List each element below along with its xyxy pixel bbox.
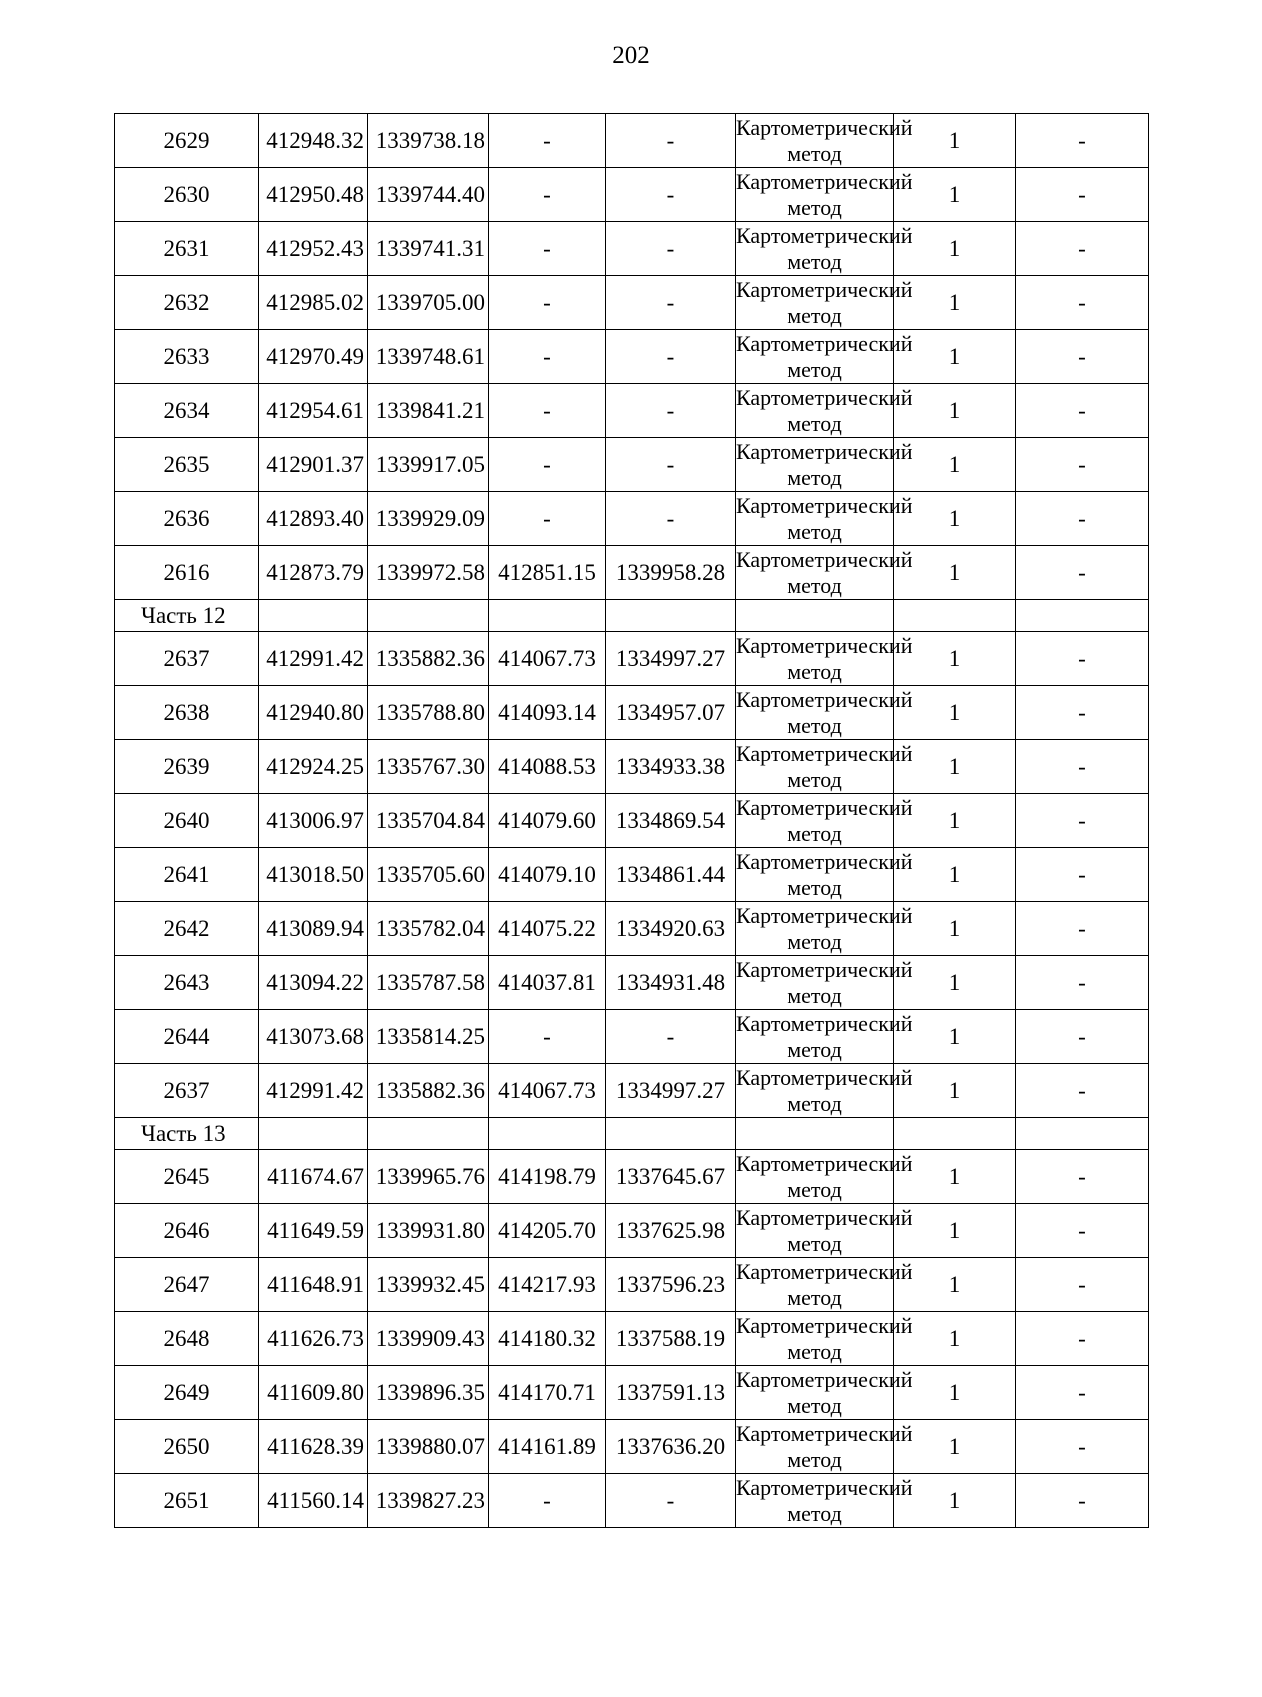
point-number-cell: 2629: [115, 114, 259, 168]
accuracy-cell: 1: [894, 1064, 1016, 1118]
y2-cell: 1339958.28: [606, 546, 736, 600]
page-number: 202: [612, 42, 650, 69]
accuracy-cell: 1: [894, 438, 1016, 492]
table-row: [115, 794, 1149, 848]
y2-cell: 1334933.38: [606, 740, 736, 794]
empty-cell: [894, 600, 1016, 632]
point-number-cell: 2651: [115, 1474, 259, 1528]
x2-cell: 414198.79: [489, 1150, 606, 1204]
part-label: Часть 13: [115, 1118, 259, 1150]
y-cell: 1339880.07: [368, 1420, 489, 1474]
x-cell: 412901.37: [259, 438, 368, 492]
x-cell: 411674.67: [259, 1150, 368, 1204]
accuracy-cell: 1: [894, 1312, 1016, 1366]
accuracy-cell: 1: [894, 740, 1016, 794]
empty-cell: [259, 600, 368, 632]
y-cell: 1339748.61: [368, 330, 489, 384]
method-cell: Картометрический метод: [736, 1204, 913, 1256]
x-cell: 411609.80: [259, 1366, 368, 1420]
method-cell: Картометрический метод: [736, 848, 913, 900]
y2-cell: 1337596.23: [606, 1258, 736, 1312]
point-number-cell: 2635: [115, 438, 259, 492]
x2-cell: 414079.60: [489, 794, 606, 848]
y2-cell: 1337645.67: [606, 1150, 736, 1204]
note-cell: -: [1016, 168, 1149, 222]
y-cell: 1335882.36: [368, 1064, 489, 1118]
x-cell: 413073.68: [259, 1010, 368, 1064]
table-row: [115, 1204, 1149, 1258]
y-cell: 1335705.60: [368, 848, 489, 902]
empty-cell: [489, 600, 606, 632]
note-cell: -: [1016, 222, 1149, 276]
y2-cell: -: [606, 330, 736, 384]
method-cell: Картометрический метод: [736, 438, 913, 490]
empty-cell: [259, 1118, 368, 1150]
table-body: [115, 114, 1149, 1528]
method-cell: Картометрический метод: [736, 114, 913, 166]
accuracy-cell: 1: [894, 1010, 1016, 1064]
note-cell: -: [1016, 848, 1149, 902]
note-cell: -: [1016, 1010, 1149, 1064]
method-cell: Картометрический метод: [736, 1474, 913, 1526]
x-cell: 411626.73: [259, 1312, 368, 1366]
point-number-cell: 2632: [115, 276, 259, 330]
y2-cell: -: [606, 276, 736, 330]
x2-cell: 414075.22: [489, 902, 606, 956]
accuracy-cell: 1: [894, 848, 1016, 902]
accuracy-cell: 1: [894, 168, 1016, 222]
note-cell: -: [1016, 1064, 1149, 1118]
y2-cell: 1334997.27: [606, 632, 736, 686]
y-cell: 1339744.40: [368, 168, 489, 222]
table-row: [115, 384, 1149, 438]
x-cell: 412952.43: [259, 222, 368, 276]
x-cell: 412954.61: [259, 384, 368, 438]
x2-cell: -: [489, 1010, 606, 1064]
point-number-cell: 2616: [115, 546, 259, 600]
point-number-cell: 2637: [115, 632, 259, 686]
y-cell: 1335814.25: [368, 1010, 489, 1064]
y-cell: 1335767.30: [368, 740, 489, 794]
x-cell: 412991.42: [259, 1064, 368, 1118]
note-cell: -: [1016, 956, 1149, 1010]
y-cell: 1335882.36: [368, 632, 489, 686]
method-cell: Картометрический метод: [736, 794, 913, 846]
empty-cell: [489, 1118, 606, 1150]
y-cell: 1339972.58: [368, 546, 489, 600]
method-cell: Картометрический метод: [736, 1064, 913, 1116]
accuracy-cell: 1: [894, 1150, 1016, 1204]
x-cell: 412970.49: [259, 330, 368, 384]
note-cell: -: [1016, 1258, 1149, 1312]
method-cell: Картометрический метод: [736, 384, 913, 436]
table-row: [115, 1312, 1149, 1366]
empty-cell: [736, 600, 894, 632]
point-number-cell: 2636: [115, 492, 259, 546]
note-cell: -: [1016, 546, 1149, 600]
y-cell: 1335704.84: [368, 794, 489, 848]
x2-cell: 414093.14: [489, 686, 606, 740]
y2-cell: 1337591.13: [606, 1366, 736, 1420]
accuracy-cell: 1: [894, 1204, 1016, 1258]
method-cell: Картометрический метод: [736, 1258, 913, 1310]
coordinates-table: [114, 113, 1149, 1528]
y-cell: 1339741.31: [368, 222, 489, 276]
x2-cell: 414180.32: [489, 1312, 606, 1366]
y2-cell: 1334931.48: [606, 956, 736, 1010]
table-row: [115, 1366, 1149, 1420]
table-row: [115, 222, 1149, 276]
x-cell: 411649.59: [259, 1204, 368, 1258]
table-row: [115, 1064, 1149, 1118]
x2-cell: 414088.53: [489, 740, 606, 794]
accuracy-cell: 1: [894, 1258, 1016, 1312]
empty-cell: [606, 1118, 736, 1150]
x-cell: 412948.32: [259, 114, 368, 168]
point-number-cell: 2634: [115, 384, 259, 438]
x2-cell: 414037.81: [489, 956, 606, 1010]
x2-cell: -: [489, 222, 606, 276]
y2-cell: -: [606, 492, 736, 546]
y2-cell: 1337636.20: [606, 1420, 736, 1474]
table-row: [115, 1420, 1149, 1474]
method-cell: Картометрический метод: [736, 546, 913, 598]
y2-cell: -: [606, 114, 736, 168]
y2-cell: 1337588.19: [606, 1312, 736, 1366]
y-cell: 1335788.80: [368, 686, 489, 740]
y-cell: 1339931.80: [368, 1204, 489, 1258]
method-cell: Картометрический метод: [736, 330, 913, 382]
y2-cell: -: [606, 384, 736, 438]
x-cell: 412873.79: [259, 546, 368, 600]
point-number-cell: 2640: [115, 794, 259, 848]
table-row: [115, 1150, 1149, 1204]
x2-cell: 414067.73: [489, 632, 606, 686]
x-cell: 413018.50: [259, 848, 368, 902]
table-row: [115, 330, 1149, 384]
note-cell: -: [1016, 740, 1149, 794]
table-row: [115, 438, 1149, 492]
method-cell: Картометрический метод: [736, 492, 913, 544]
y2-cell: 1334957.07: [606, 686, 736, 740]
method-cell: Картометрический метод: [736, 168, 913, 220]
point-number-cell: 2648: [115, 1312, 259, 1366]
note-cell: -: [1016, 330, 1149, 384]
y2-cell: 1337625.98: [606, 1204, 736, 1258]
empty-cell: [1016, 600, 1149, 632]
accuracy-cell: 1: [894, 546, 1016, 600]
x-cell: 412985.02: [259, 276, 368, 330]
point-number-cell: 2631: [115, 222, 259, 276]
x2-cell: -: [489, 492, 606, 546]
table-row: [115, 492, 1149, 546]
table-row: [115, 740, 1149, 794]
table-row: [115, 902, 1149, 956]
method-cell: Картометрический метод: [736, 1312, 913, 1364]
y-cell: 1339705.00: [368, 276, 489, 330]
x2-cell: -: [489, 276, 606, 330]
point-number-cell: 2650: [115, 1420, 259, 1474]
y-cell: 1339909.43: [368, 1312, 489, 1366]
y-cell: 1339932.45: [368, 1258, 489, 1312]
note-cell: -: [1016, 1420, 1149, 1474]
x-cell: 412940.80: [259, 686, 368, 740]
table-row: [115, 276, 1149, 330]
point-number-cell: 2638: [115, 686, 259, 740]
y-cell: 1339929.09: [368, 492, 489, 546]
x2-cell: -: [489, 384, 606, 438]
method-cell: Картометрический метод: [736, 276, 913, 328]
y2-cell: -: [606, 1010, 736, 1064]
note-cell: -: [1016, 384, 1149, 438]
note-cell: -: [1016, 1366, 1149, 1420]
accuracy-cell: 1: [894, 794, 1016, 848]
point-number-cell: 2647: [115, 1258, 259, 1312]
method-cell: Картометрический метод: [736, 1010, 913, 1062]
x2-cell: 412851.15: [489, 546, 606, 600]
y-cell: 1335782.04: [368, 902, 489, 956]
x-cell: 412924.25: [259, 740, 368, 794]
empty-cell: [736, 1118, 894, 1150]
x-cell: 413006.97: [259, 794, 368, 848]
y-cell: 1339896.35: [368, 1366, 489, 1420]
x2-cell: -: [489, 168, 606, 222]
y2-cell: 1334997.27: [606, 1064, 736, 1118]
x2-cell: 414217.93: [489, 1258, 606, 1312]
y2-cell: 1334920.63: [606, 902, 736, 956]
y-cell: 1339917.05: [368, 438, 489, 492]
table-row: [115, 956, 1149, 1010]
table-row: [115, 168, 1149, 222]
y2-cell: -: [606, 222, 736, 276]
method-cell: Картометрический метод: [736, 686, 913, 738]
method-cell: Картометрический метод: [736, 740, 913, 792]
point-number-cell: 2644: [115, 1010, 259, 1064]
accuracy-cell: 1: [894, 222, 1016, 276]
x2-cell: 414205.70: [489, 1204, 606, 1258]
point-number-cell: 2646: [115, 1204, 259, 1258]
note-cell: -: [1016, 114, 1149, 168]
note-cell: -: [1016, 1474, 1149, 1528]
point-number-cell: 2639: [115, 740, 259, 794]
empty-cell: [368, 600, 489, 632]
y-cell: 1339841.21: [368, 384, 489, 438]
method-cell: Картометрический метод: [736, 1150, 913, 1202]
y2-cell: -: [606, 1474, 736, 1528]
table-row: [115, 114, 1149, 168]
note-cell: -: [1016, 1150, 1149, 1204]
accuracy-cell: 1: [894, 384, 1016, 438]
y-cell: 1339827.23: [368, 1474, 489, 1528]
empty-cell: [368, 1118, 489, 1150]
y2-cell: 1334861.44: [606, 848, 736, 902]
y-cell: 1339965.76: [368, 1150, 489, 1204]
accuracy-cell: 1: [894, 956, 1016, 1010]
accuracy-cell: 1: [894, 632, 1016, 686]
x2-cell: -: [489, 1474, 606, 1528]
x2-cell: 414170.71: [489, 1366, 606, 1420]
point-number-cell: 2630: [115, 168, 259, 222]
table-row: [115, 546, 1149, 600]
y2-cell: 1334869.54: [606, 794, 736, 848]
table-row: [115, 848, 1149, 902]
accuracy-cell: 1: [894, 1474, 1016, 1528]
note-cell: -: [1016, 632, 1149, 686]
point-number-cell: 2633: [115, 330, 259, 384]
note-cell: -: [1016, 276, 1149, 330]
x-cell: 412893.40: [259, 492, 368, 546]
x-cell: 411648.91: [259, 1258, 368, 1312]
x-cell: 412950.48: [259, 168, 368, 222]
accuracy-cell: 1: [894, 686, 1016, 740]
note-cell: -: [1016, 1312, 1149, 1366]
method-cell: Картометрический метод: [736, 902, 913, 954]
x-cell: 411560.14: [259, 1474, 368, 1528]
method-cell: Картометрический метод: [736, 222, 913, 274]
x2-cell: 414079.10: [489, 848, 606, 902]
table-row: [115, 1474, 1149, 1528]
x-cell: 413089.94: [259, 902, 368, 956]
accuracy-cell: 1: [894, 114, 1016, 168]
note-cell: -: [1016, 438, 1149, 492]
part-header-row: [115, 600, 1149, 632]
x-cell: 411628.39: [259, 1420, 368, 1474]
accuracy-cell: 1: [894, 902, 1016, 956]
note-cell: -: [1016, 492, 1149, 546]
note-cell: -: [1016, 902, 1149, 956]
table-row: [115, 686, 1149, 740]
point-number-cell: 2649: [115, 1366, 259, 1420]
accuracy-cell: 1: [894, 276, 1016, 330]
table-row: [115, 1258, 1149, 1312]
empty-cell: [606, 600, 736, 632]
method-cell: Картометрический метод: [736, 956, 913, 1008]
y-cell: 1335787.58: [368, 956, 489, 1010]
accuracy-cell: 1: [894, 1366, 1016, 1420]
part-label: Часть 12: [115, 600, 259, 632]
y2-cell: -: [606, 438, 736, 492]
x2-cell: 414067.73: [489, 1064, 606, 1118]
note-cell: -: [1016, 686, 1149, 740]
point-number-cell: 2645: [115, 1150, 259, 1204]
point-number-cell: 2643: [115, 956, 259, 1010]
table-row: [115, 1010, 1149, 1064]
note-cell: -: [1016, 794, 1149, 848]
point-number-cell: 2637: [115, 1064, 259, 1118]
method-cell: Картометрический метод: [736, 632, 913, 684]
empty-cell: [894, 1118, 1016, 1150]
point-number-cell: 2642: [115, 902, 259, 956]
table-row: [115, 632, 1149, 686]
accuracy-cell: 1: [894, 1420, 1016, 1474]
note-cell: -: [1016, 1204, 1149, 1258]
y2-cell: -: [606, 168, 736, 222]
part-header-row: [115, 1118, 1149, 1150]
point-number-cell: 2641: [115, 848, 259, 902]
method-cell: Картометрический метод: [736, 1420, 913, 1472]
x2-cell: 414161.89: [489, 1420, 606, 1474]
accuracy-cell: 1: [894, 492, 1016, 546]
empty-cell: [1016, 1118, 1149, 1150]
x2-cell: -: [489, 438, 606, 492]
accuracy-cell: 1: [894, 330, 1016, 384]
x-cell: 413094.22: [259, 956, 368, 1010]
x2-cell: -: [489, 114, 606, 168]
x-cell: 412991.42: [259, 632, 368, 686]
x2-cell: -: [489, 330, 606, 384]
method-cell: Картометрический метод: [736, 1366, 913, 1418]
y-cell: 1339738.18: [368, 114, 489, 168]
